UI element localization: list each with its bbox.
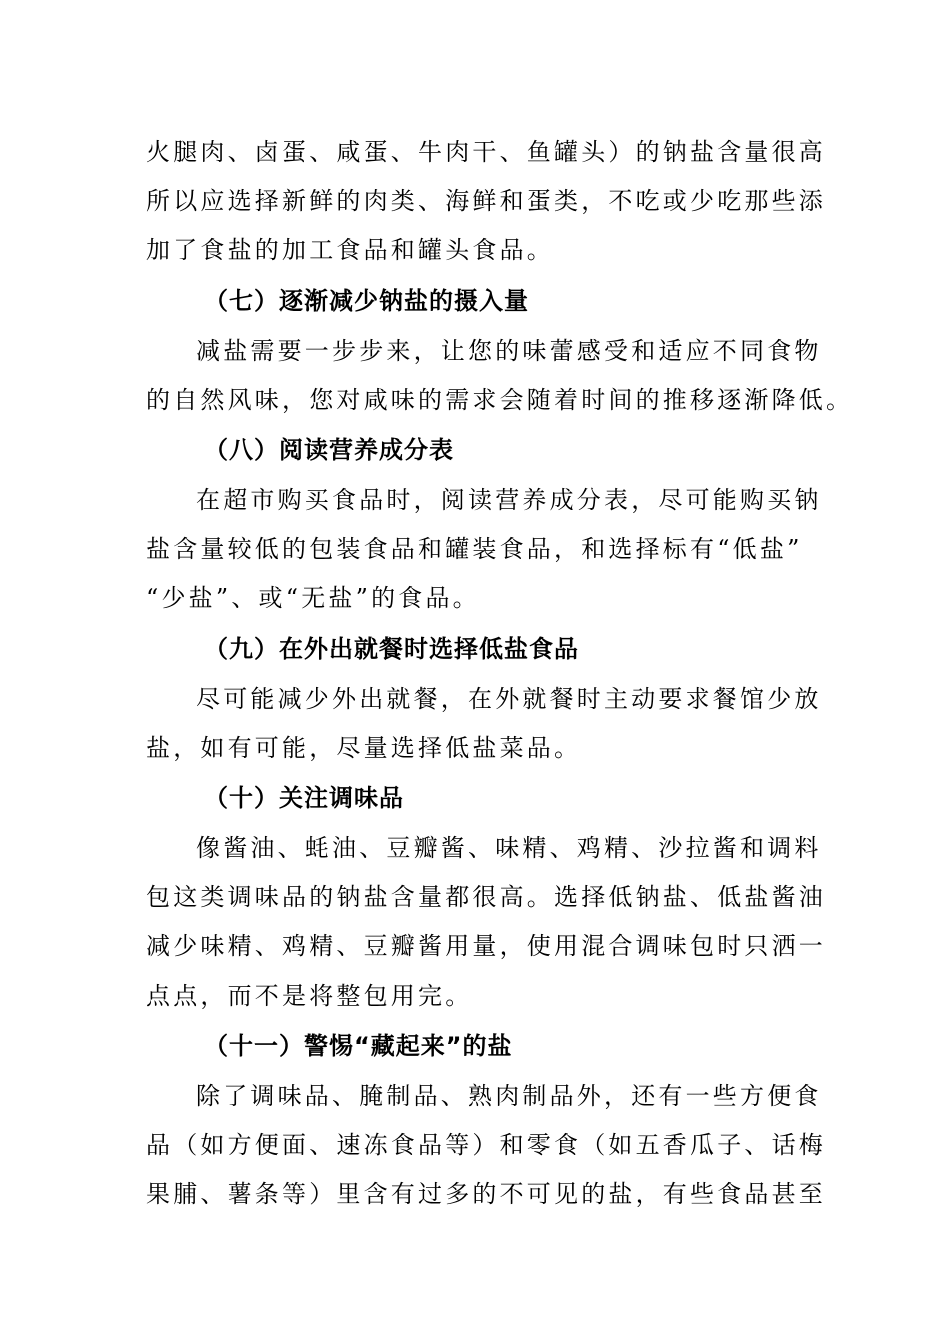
paragraph-line: 的自然风味，您对咸味的需求会随着时间的推移逐渐降低。 — [146, 386, 854, 414]
paragraph-line: 点点，而不是将整包用完。 — [146, 982, 473, 1010]
section-heading: （十）关注调味品 — [204, 784, 404, 812]
paragraph-line: 盐含量较低的包装食品和罐装食品，和选择标有“低盐” — [146, 535, 803, 563]
paragraph-line: 像酱油、蚝油、豆瓣酱、味精、鸡精、沙拉酱和调料 — [196, 834, 822, 862]
section-heading: （十一）警惕“藏起来”的盐 — [204, 1032, 513, 1060]
section-heading: （七）逐渐减少钠盐的摄入量 — [204, 287, 529, 315]
paragraph-line: 火腿肉、卤蛋、咸蛋、牛肉干、鱼罐头）的钠盐含量很高 — [146, 138, 826, 166]
paragraph-line: 加了食盐的加工食品和罐头食品。 — [146, 236, 554, 264]
paragraph-line: 品（如方便面、速冻食品等）和零食（如五香瓜子、话梅 — [146, 1131, 826, 1159]
paragraph-line: 包这类调味品的钠盐含量都很高。选择低钠盐、低盐酱油 — [146, 883, 826, 911]
paragraph-line: 除了调味品、腌制品、熟肉制品外，还有一些方便食 — [196, 1082, 822, 1110]
section-heading: （九）在外出就餐时选择低盐食品 — [204, 635, 579, 663]
section-heading: （八）阅读营养成分表 — [204, 436, 454, 464]
paragraph-line: “少盐”、或“无盐”的食品。 — [146, 584, 480, 612]
paragraph-line: 果脯、薯条等）里含有过多的不可见的盐，有些食品甚至 — [146, 1180, 826, 1208]
paragraph-line: 所以应选择新鲜的肉类、海鲜和蛋类，不吃或少吃那些添 — [146, 187, 826, 215]
paragraph-line: 在超市购买食品时，阅读营养成分表，尽可能购买钠 — [196, 486, 822, 514]
paragraph-line: 减少味精、鸡精、豆瓣酱用量，使用混合调味包时只洒一 — [146, 932, 826, 960]
paragraph-line: 减盐需要一步步来，让您的味蕾感受和适应不同食物 — [196, 337, 822, 365]
paragraph-line: 盐，如有可能，尽量选择低盐菜品。 — [146, 734, 582, 762]
paragraph-line: 尽可能减少外出就餐，在外就餐时主动要求餐馆少放 — [196, 685, 822, 713]
